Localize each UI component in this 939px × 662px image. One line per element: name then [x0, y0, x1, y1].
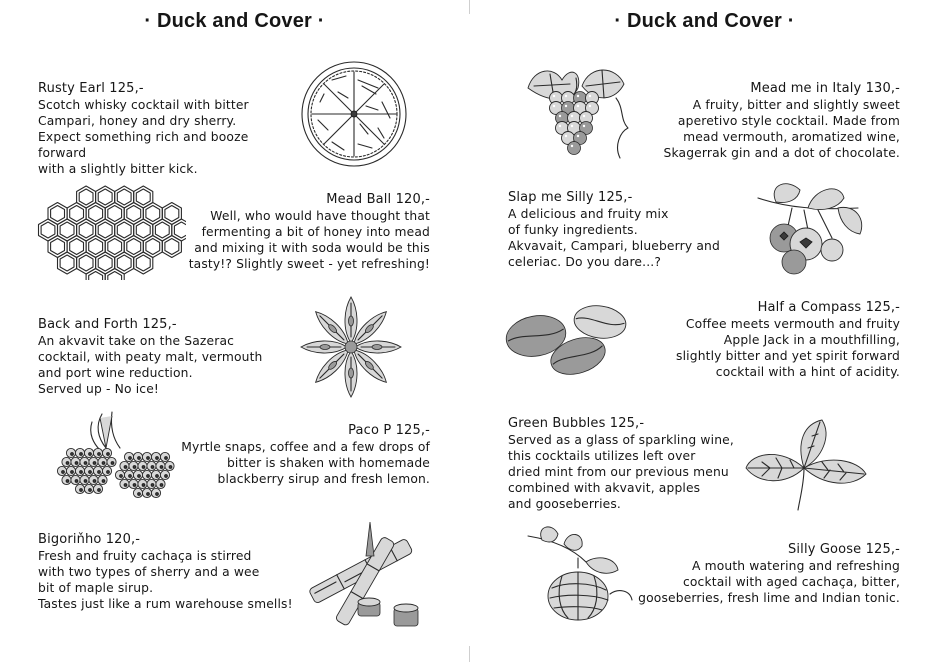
grapes-icon [520, 58, 635, 168]
item-description: A mouth watering and refreshing cocktail with aged cachaça, bitter, gooseberries, fresh lime and Indian tonic. [638, 559, 900, 605]
menu-item-bigorinho [38, 532, 308, 612]
honeycomb-icon [36, 185, 186, 280]
item-description: Myrtle snaps, coffee and a few drops of bitter is shaken with homemade blackberry sirup and fresh lemon. [181, 440, 430, 486]
blackberry-icon [40, 408, 190, 508]
item-name: Paco P 125,- [348, 423, 430, 438]
item-description: Fresh and fruity cachaça is stirred with two types of sherry and a wee bit of maple sirup. Tastes just like a rum warehouse smells! [38, 549, 293, 611]
gooseberry-icon [522, 524, 637, 634]
item-description: A delicious and fruity mix of funky ingredients. Akvavait, Campari, blueberry and celeriac. Do you dare...? [508, 207, 720, 269]
item-name: Mead me in Italy 130,- [750, 81, 900, 96]
left-menu-page [0, 0, 469, 662]
star-anise-icon [296, 292, 406, 402]
orange-slice-icon [298, 58, 410, 170]
item-name: Slap me Silly 125,- [508, 190, 633, 205]
coffee-beans-icon [502, 300, 634, 380]
sugarcane-icon [300, 516, 430, 631]
item-name: Back and Forth 125,- [38, 317, 177, 332]
item-name: Mead Ball 120,- [326, 192, 430, 207]
menu-item-half-a-compass [640, 300, 900, 380]
item-description: Coffee meets vermouth and fruity Apple Jack in a mouthfilling, slightly bitter and yet spirit forward cocktail with a hint of acidity. [676, 317, 900, 379]
item-name: Green Bubbles 125,- [508, 416, 645, 431]
menu-item-mead-ball [180, 192, 430, 272]
blueberries-icon [748, 178, 868, 290]
menu-item-green-bubbles [508, 416, 768, 512]
menu-item-slap-me-silly [508, 190, 768, 270]
item-name: Rusty Earl 125,- [38, 81, 144, 96]
menu-title: · Duck and Cover · [144, 10, 325, 32]
item-name: Half a Compass 125,- [757, 300, 900, 315]
right-menu-page [470, 0, 939, 662]
menu-item-back-and-forth [38, 317, 298, 397]
item-description: Well, who would have thought that fermenting a bit of honey into mead and mixing it with soda would be this tasty!? Slightly sweet - yet refreshing! [188, 209, 430, 271]
item-description: Scotch whisky cocktail with bitter Campari, honey and dry sherry. Expect something rich and booze forward with a slightly bitter kick. [38, 98, 249, 176]
menu-item-rusty-earl [38, 81, 298, 177]
menu-item-mead-me-in-italy [640, 81, 900, 161]
menu-title: · Duck and Cover · [614, 10, 795, 32]
item-name: Silly Goose 125,- [788, 542, 900, 557]
item-name: Bigoriňho 120,- [38, 532, 141, 547]
item-description: Served as a glass of sparkling wine, this cocktails utilizes left over dried mint from our previous menu combined with akvavit, apples and gooseberries. [508, 433, 734, 511]
item-description: An akvavit take on the Sazerac cocktail, with peaty malt, vermouth and port wine reduction. Served up - No ice! [38, 334, 263, 396]
item-description: A fruity, bitter and slightly sweet aperetivo style cocktail. Made from mead vermouth, aromatized wine, Skagerrak gin and a dot of chocolate. [663, 98, 900, 160]
menu-item-silly-goose [630, 542, 900, 606]
mint-leaf-icon [742, 418, 870, 514]
menu-item-paco-p [180, 423, 430, 487]
